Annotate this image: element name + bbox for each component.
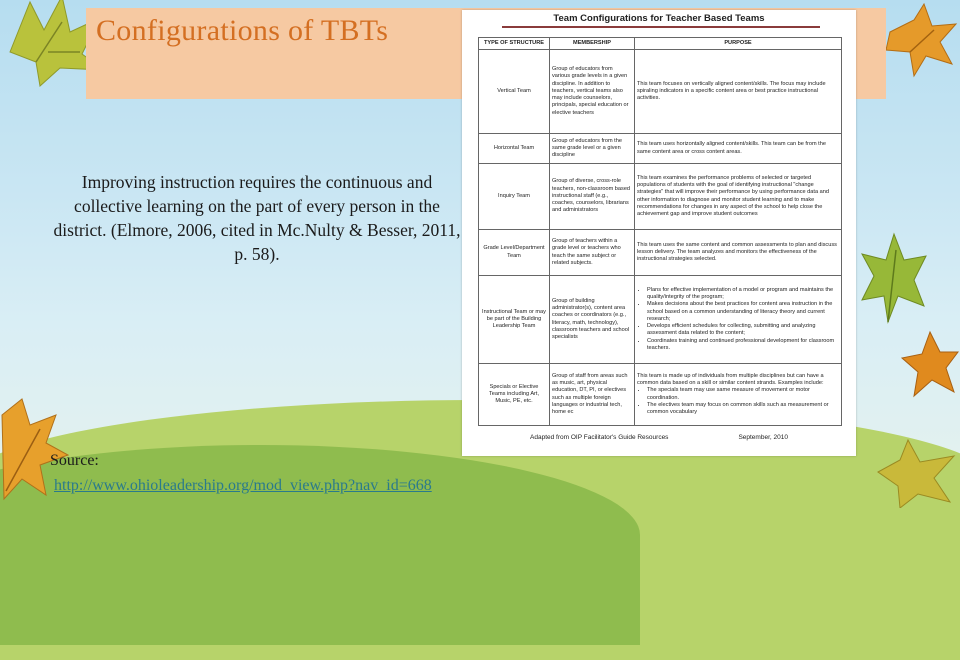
purpose-list — [637, 387, 839, 416]
header-membership: MEMBERSHIP — [550, 38, 635, 50]
row-purpose — [635, 364, 842, 426]
leaf-bottom-right-icon — [870, 438, 960, 508]
row-membership: Group of educators from various grade levels in a given discipline. In addition to teachers, vertical teams also may include counselors, principals, special education or elective teachers — [550, 50, 635, 134]
row-type: Vertical Team — [479, 50, 550, 134]
configurations-table — [478, 37, 842, 426]
row-type: Specials or Elective Teams including Art, Music, PE, etc. — [479, 364, 550, 426]
row-membership: Group of building administrator(s), content area coaches or coordinators (e.g., literacy, math, technology), classroom teachers and school specialists — [550, 276, 635, 364]
leaf-right-green-icon — [858, 230, 930, 326]
document-footer — [478, 434, 840, 441]
table-row — [479, 50, 842, 134]
row-type: Inquiry Team — [479, 164, 550, 230]
background-hill-front — [0, 445, 640, 645]
row-membership: Group of staff from areas such as music, art, physical education, DT, PI, or electives such as multiple foreign languages or industrial tech, home ec — [550, 364, 635, 426]
table-row — [479, 230, 842, 276]
source-link[interactable]: http://www.ohioleadership.org/mod_view.php?nav_id=668 — [54, 477, 432, 494]
row-purpose: This team uses horizontally aligned content/skills. This team can be from the same content area or cross content areas. — [635, 134, 842, 164]
document-title: Team Configurations for Teacher Based Teams — [553, 13, 765, 24]
row-purpose — [635, 276, 842, 364]
row-membership: Group of educators from the same grade level or a given discipline — [550, 134, 635, 164]
row-type: Instructional Team or may be part of the Building Leadership Team — [479, 276, 550, 364]
header-type: TYPE OF STRUCTURE — [479, 38, 550, 50]
purpose-intro: This team is made up of individuals from multiple disciplines but can have a common data based on a skill or similar content strands. Examples include: — [637, 372, 824, 387]
table-row — [479, 276, 842, 364]
purpose-list-item: • Plans for effective implementation of a model or program and maintains the quality/integrity of the program; — [647, 287, 839, 301]
source-label: Source: — [50, 452, 99, 469]
purpose-list-item: • Coordinates training and continued professional development for classroom teachers. — [647, 338, 839, 352]
slide-title: Configurations of TBTs — [96, 14, 389, 47]
row-purpose: This team uses the same content and common assessments to plan and discuss lesson delivery. The team analyzes and monitors the effectiveness of the instructional strategies selected. — [635, 230, 842, 276]
row-type: Grade Level/Department Team — [479, 230, 550, 276]
team-configurations-document — [462, 10, 856, 456]
row-purpose: This team examines the performance problems of selected or targeted populations of students with the goal of identifying instructional "change strategies" that will improve their performance by using performance data and other information to diagnose and monitor student learning and to make recommendations for changes in any aspect of the school to help close the achievement gap and improve student outcomes — [635, 164, 842, 230]
table-row — [479, 364, 842, 426]
purpose-list-item: • Makes decisions about the best practices for content area instruction in the school based on a common understanding of literacy theory and current research; — [647, 301, 839, 323]
table-header-row — [479, 38, 842, 50]
row-type: Horizontal Team — [479, 134, 550, 164]
leaf-right-orange-icon — [900, 330, 960, 400]
purpose-list-item: • Develops efficient schedules for collecting, submitting and analyzing assessment data related to the content; — [647, 323, 839, 337]
document-title-rule — [502, 26, 820, 28]
footer-credit: Adapted from OIP Facilitator's Guide Resources — [530, 434, 669, 441]
row-membership: Group of teachers within a grade level or teachers who teach the same subject or related subjects. — [550, 230, 635, 276]
row-membership: Group of diverse, cross-role teachers, non-classroom based instructional staff (e.g., coaches, counselors, librarians and administrators — [550, 164, 635, 230]
purpose-list-item: • The specials team may use same measure of movement or motor coordination. — [647, 387, 839, 401]
leaf-top-right-icon — [880, 2, 960, 78]
purpose-list-item: • The electives team may focus on common skills such as measurement or common vocabulary — [647, 402, 839, 416]
footer-date: September, 2010 — [738, 434, 788, 441]
purpose-list — [637, 287, 839, 352]
row-purpose: This team focuses on vertically aligned content/skills. The focus may include spiraling indicators in a specific content area or best practice instructional activities. — [635, 50, 842, 134]
header-purpose: PURPOSE — [635, 38, 842, 50]
quote-text: Improving instruction requires the continuous and collective learning on the part of every person in the district. (Elmore, 2006, cited in Mc.Nulty & Besser, 2011, p. 58). — [53, 172, 461, 264]
table-row — [479, 164, 842, 230]
table-row — [479, 134, 842, 164]
